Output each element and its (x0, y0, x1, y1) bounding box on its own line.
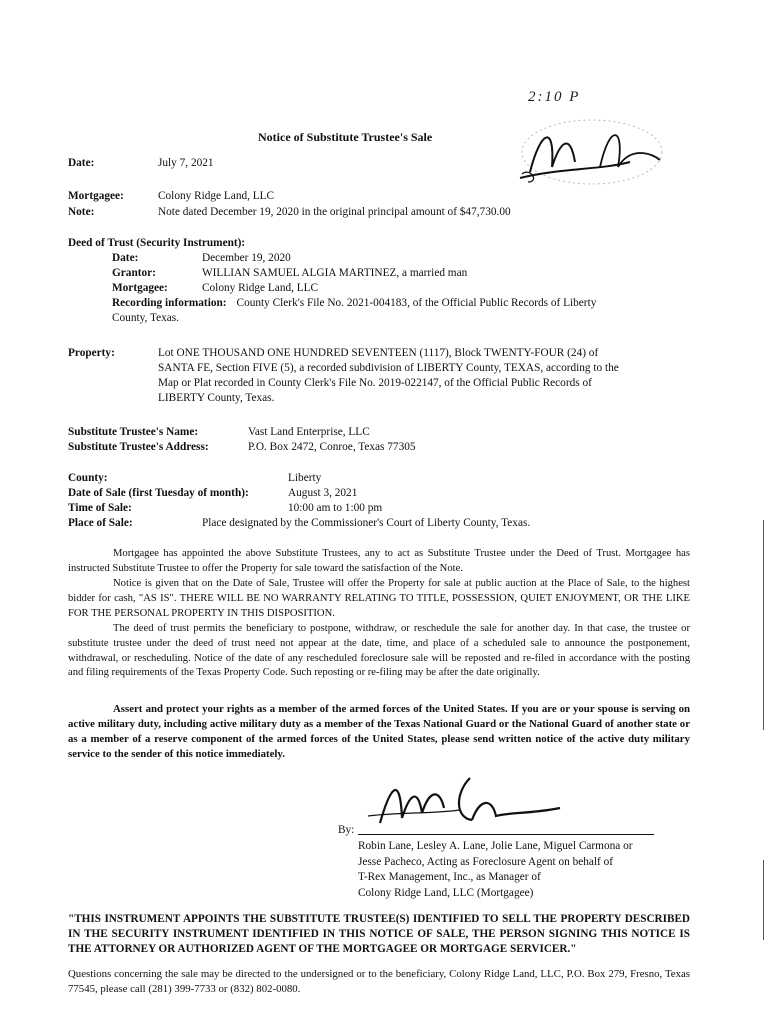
questions-contact: Questions concerning the sale may be directed to the undersigned or to the beneficiary, Colony Ridge Land, LLC, P.O. Box 279, Fresno, Texas 77545, please call (281) 399-7733 or (832) 802-0080. (68, 968, 690, 995)
instrument-notice: "THIS INSTRUMENT APPOINTS THE SUBSTITUTE TRUSTEE(S) IDENTIFIED TO SELL THE PROPERTY DESCRIBED IN THE SECURITY INSTRUMENT IDENTIFIED IN THIS NOTICE OF SALE, THE PERSON SIGNING THIS NOTICE IS THE ATTORNEY OR AUTHORIZED AGENT OF THE MORTGAGEE OR MORTGAGE SERVICER." (68, 913, 690, 955)
grantor-row (112, 266, 467, 281)
note-label: Note: (68, 206, 95, 218)
note-value: Note dated December 19, 2020 in the original principal amount of $47,730.00 (158, 206, 511, 218)
recording-continued: County, Texas. (112, 312, 179, 324)
scan-edge-mark-lower (763, 860, 764, 940)
paragraph-appointment: Mortgagee has appointed the above Substitute Trustees, any to act as Substitute Trustee under the Deed of Trust. Mortgagee has instructed Substitute Trustee to offer the Property for sale toward the satisfaction of the Note. (68, 548, 690, 574)
deed-heading: Deed of Trust (Security Instrument): (68, 237, 246, 249)
county-row (68, 471, 321, 486)
property-line-4: LIBERTY County, Texas. (158, 392, 275, 404)
notice-date-row (68, 156, 214, 171)
deed-mortgagee-value: Colony Ridge Land, LLC (202, 282, 319, 294)
county-label: County: (68, 472, 108, 484)
property-label: Property: (68, 347, 115, 359)
document-title: Notice of Substitute Trustee's Sale (258, 130, 433, 144)
by-label: By: (338, 824, 355, 836)
deed-date-row (112, 251, 291, 266)
trustee-address-row (68, 440, 416, 455)
grantor-label: Grantor: (112, 267, 156, 279)
notice-date-label: Date: (68, 157, 95, 169)
recording-label: Recording information: (112, 297, 227, 309)
deed-mortgagee-label: Mortgagee: (112, 282, 168, 294)
sale-time-label: Time of Sale: (68, 502, 132, 514)
sale-place-value: Place designated by the Commissioner's Court of Liberty County, Texas. (202, 517, 531, 529)
mortgagee-value: Colony Ridge Land, LLC (158, 190, 275, 202)
trustee-name-row (68, 425, 370, 440)
signer-line-3: T-Rex Management, Inc., as Manager of (358, 871, 541, 883)
paragraph-military-notice: Assert and protect your rights as a member of the armed forces of the United States. If you are or your spouse is serving on active military duty, including active military duty as a member of the Texas National Guard or the National Guard of another state or as a member of a reserve component of the armed forces of the United States, please send written notice of the active duty military service to the sender of this notice immediately. (68, 703, 690, 761)
notice-date-value: July 7, 2021 (158, 157, 214, 169)
property-line-3: Map or Plat recorded in County Clerk's File No. 2019-022147, of the Official Public Records of (158, 377, 592, 389)
signer-line-4: Colony Ridge Land, LLC (Mortgagee) (358, 887, 534, 899)
deed-mortgagee-row (112, 281, 318, 296)
sale-place-label: Place of Sale: (68, 517, 133, 529)
trustee-address-label: Substitute Trustee's Address: (68, 441, 209, 453)
grantor-value: WILLIAN SAMUEL ALGIA MARTINEZ, a married man (202, 267, 468, 279)
sale-date-label: Date of Sale (first Tuesday of month): (68, 487, 249, 499)
handwritten-signature-image (360, 768, 580, 830)
scan-edge-mark (763, 520, 764, 730)
sale-place-row (68, 516, 530, 531)
deed-date-value: December 19, 2020 (202, 252, 291, 264)
sale-time-row (68, 501, 382, 516)
note-row (68, 205, 511, 220)
recording-value: County Clerk's File No. 2021-004183, of the Official Public Records of Liberty (236, 297, 597, 309)
property-line-2: SANTA FE, Section FIVE (5), a recorded subdivision of LIBERTY County, TEXAS, according to the (158, 362, 619, 374)
filing-stamp-time: 2:10 P (528, 89, 581, 105)
filing-stamp-signature-image (500, 112, 690, 192)
trustee-name-label: Substitute Trustee's Name: (68, 426, 199, 438)
trustee-address-value: P.O. Box 2472, Conroe, Texas 77305 (248, 441, 416, 453)
sale-date-value: August 3, 2021 (288, 487, 358, 499)
sale-date-row (68, 486, 357, 501)
mortgagee-label: Mortgagee: (68, 190, 124, 202)
property-line-1: Lot ONE THOUSAND ONE HUNDRED SEVENTEEN (1117), Block TWENTY-FOUR (24) of (158, 347, 599, 359)
signer-line-1: Robin Lane, Lesley A. Lane, Jolie Lane, Miguel Carmona or (358, 840, 633, 852)
trustee-name-value: Vast Land Enterprise, LLC (248, 426, 370, 438)
mortgagee-row (68, 189, 274, 204)
signer-line-2: Jesse Pacheco, Acting as Foreclosure Agent on behalf of (358, 856, 614, 868)
county-value: Liberty (288, 472, 322, 484)
paragraph-sale-notice: Notice is given that on the Date of Sale, Trustee will offer the Property for sale at public auction at the Place of Sale, to the highest bidder for cash, "AS IS". THERE WILL BE NO WARRANTY RELATING TO TITLE, POSSESSION, QUIET ENJOYMENT, OR THE LIKE FOR THE PERSONAL PROPERTY IN THIS DISPOSITION. (68, 578, 690, 619)
paragraph-postponement: The deed of trust permits the beneficiary to postpone, withdraw, or reschedule the sale for another day. In that case, the trustee or substitute trustee under the deed of trust need not appear at the date, time, and place of a scheduled sale to announce the postponement, withdrawal, or rescheduling. Notice of the date of any rescheduled foreclosure sale will be reposted and re-filed in accordance with the posting and filing requirements of the Texas Property Code. Such reposting or re-filing may be after the date originally. (68, 623, 690, 679)
sale-time-value: 10:00 am to 1:00 pm (288, 502, 383, 514)
deed-date-label: Date: (112, 252, 139, 264)
recording-row (112, 296, 596, 311)
